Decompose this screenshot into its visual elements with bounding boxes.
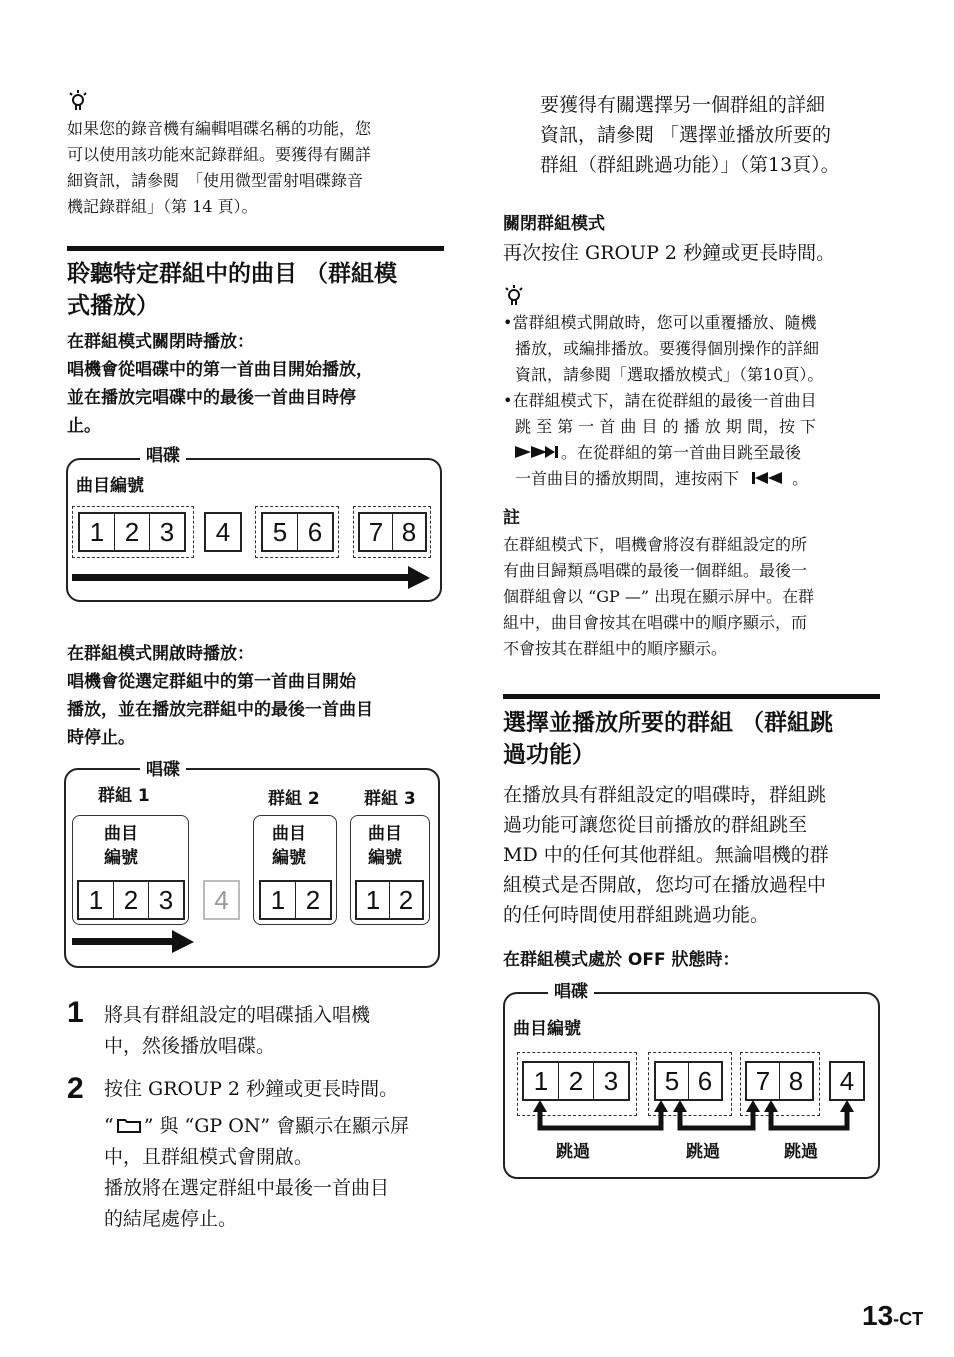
tip2-bullet-1: •當群組模式開啟時，您可以重覆播放、隨機 播放，或編排播放。要獲得個別操作的詳細 資訊，請參閱「選取播放模式」（第10頁）。 [503, 313, 824, 384]
skip-label: 跳過 [686, 1142, 720, 1162]
track-cell: 2 [398, 885, 414, 915]
track-cell: 7 [747, 1063, 780, 1099]
track-group [522, 1061, 630, 1101]
folder-icon [116, 1116, 142, 1134]
section-rule [503, 694, 880, 699]
track-cell: 3 [159, 517, 175, 547]
track-cell: 3 [158, 885, 174, 915]
track-group [358, 512, 427, 552]
note-title: 註 [503, 508, 520, 528]
track-cell: 8 [788, 1066, 804, 1096]
track-number-label: 曲目編號 [513, 1019, 581, 1039]
next-track-icon [515, 444, 561, 460]
step-2-text: 按住 GROUP 2 秒鐘或更長時間。 [104, 1078, 399, 1100]
track-group [259, 880, 332, 920]
track-cell: 5 [263, 514, 298, 550]
page-number: 13-CT [862, 1300, 924, 1331]
disc-label: 唱碟 [140, 756, 186, 784]
section2-title: 選擇並播放所要的群組 （群組跳 過功能） [503, 710, 834, 768]
track-cell: 8 [401, 517, 417, 547]
track-number-label: 曲目 編號 [368, 824, 402, 868]
track-group [203, 880, 240, 920]
track-cell: 2 [559, 1063, 594, 1099]
track-number-label: 曲目編號 [76, 476, 144, 496]
track-number-label: 曲目 編號 [104, 824, 138, 868]
track-group [204, 512, 242, 552]
track-cell: 5 [656, 1063, 689, 1099]
off-state-label: 在群組模式處於 OFF 狀態時： [503, 950, 740, 970]
track-cell: 1 [357, 882, 390, 918]
section-rule [67, 246, 444, 251]
step-1-text: 將具有群組設定的唱碟插入唱機 中，然後播放唱碟。 [104, 1004, 371, 1057]
track-cell: 4 [215, 517, 231, 547]
track-number-label: 曲目 編號 [272, 824, 306, 868]
section2-description: 在播放具有群組設定的唱碟時，群組跳 過功能可讓您從目前播放的群組跳至 MD 中的任何其他群組。無論唱機的群 組模式是否開啟，您均可在播放過程中 的任何時間使用群組跳過功能。 [503, 784, 829, 926]
group-2-label: 群組 2 [268, 789, 320, 809]
skip-arrows-icon [503, 1098, 876, 1138]
track-cell: 1 [524, 1063, 559, 1099]
track-cell: 1 [261, 882, 296, 918]
track-cell: 6 [697, 1066, 713, 1096]
close-group-mode-title: 關閉群組模式 [503, 214, 605, 234]
track-cell: 1 [80, 514, 115, 550]
track-cell: 2 [115, 514, 150, 550]
track-group [654, 1061, 723, 1101]
track-cell: 2 [114, 882, 149, 918]
track-group [355, 880, 424, 920]
group-1-label: 群組 1 [98, 786, 150, 806]
skip-label: 跳過 [556, 1142, 590, 1162]
step-number: 2 [67, 1072, 84, 1105]
track-group [78, 512, 186, 552]
tip-icon [503, 285, 525, 307]
track-cell: 6 [307, 517, 323, 547]
close-group-mode-desc: 再次按住 GROUP 2 秒鐘或更長時間。 [503, 242, 836, 264]
tip1-text: 如果您的錄音機有編輯唱碟名稱的功能，您 可以使用該功能來記錄群組。要獲得有關詳 細資訊，請參閱 「使用微型雷射唱碟錄音 機記錄群組」（第 14 頁）。 [67, 119, 372, 216]
tip2-bullet-2: •在群組模式下，請在從群組的最後一首曲目 跳 至 第 一 首 曲 目 的 播 放 期 間，按 下 。在從群組的第一首曲目跳至最後 一首曲目的播放期間，連按兩下 。 [503, 391, 817, 488]
off-description: 唱機會從唱碟中的第一首曲目開始播放， 並在播放完唱碟中的最後一首曲目時停 止。 [67, 360, 373, 436]
skip-label: 跳過 [784, 1142, 818, 1162]
group-3-label: 群組 3 [364, 789, 416, 809]
track-group [829, 1061, 865, 1101]
tip-icon [67, 90, 89, 112]
step-2-detail: “ ” 與 “GP ON” 會顯示在顯示屏 中，且群組模式會開啟。 播放將在選定群組中最後一首曲目 的結尾處停止。 [104, 1115, 410, 1230]
track-cell: 3 [603, 1066, 619, 1096]
track-cell: 7 [360, 514, 393, 550]
section1-title: 聆聽特定群組中的曲目 （群組模 式播放） [67, 261, 398, 319]
note-text: 在群組模式下，唱機會將沒有群組設定的所 有曲目歸類爲唱碟的最後一個群組。最後一 個群組會以 “GP —” 出現在顯示屏中。在群 組中，曲目會按其在唱碟中的順序顯示，而 不會按其在群組中的順序顯示。 [503, 535, 815, 658]
track-group [745, 1061, 814, 1101]
off-label: 在群組模式關閉時播放： [67, 332, 254, 352]
track-group [261, 512, 334, 552]
disc-label: 唱碟 [140, 442, 186, 470]
disc-label: 唱碟 [548, 978, 594, 1006]
track-cell: 1 [79, 882, 114, 918]
play-arrow-icon [72, 566, 432, 590]
track-cell: 4 [839, 1066, 855, 1096]
step-number: 1 [67, 996, 84, 1029]
on-label: 在群組模式開啟時播放： [67, 644, 254, 664]
previous-track-icon [750, 470, 792, 486]
on-description: 唱機會從選定群組中的第一首曲目開始 播放，並在播放完群組中的最後一首曲目 時停止。 [67, 672, 373, 748]
track-cell: 4 [214, 885, 229, 915]
track-group [77, 880, 185, 920]
play-arrow-icon [72, 930, 196, 954]
reference-text: 要獲得有關選擇另一個群組的詳細 資訊，請參閱 「選擇並播放所要的 群組（群組跳過功能）」（第13頁）。 [540, 94, 840, 176]
track-cell: 2 [305, 885, 321, 915]
